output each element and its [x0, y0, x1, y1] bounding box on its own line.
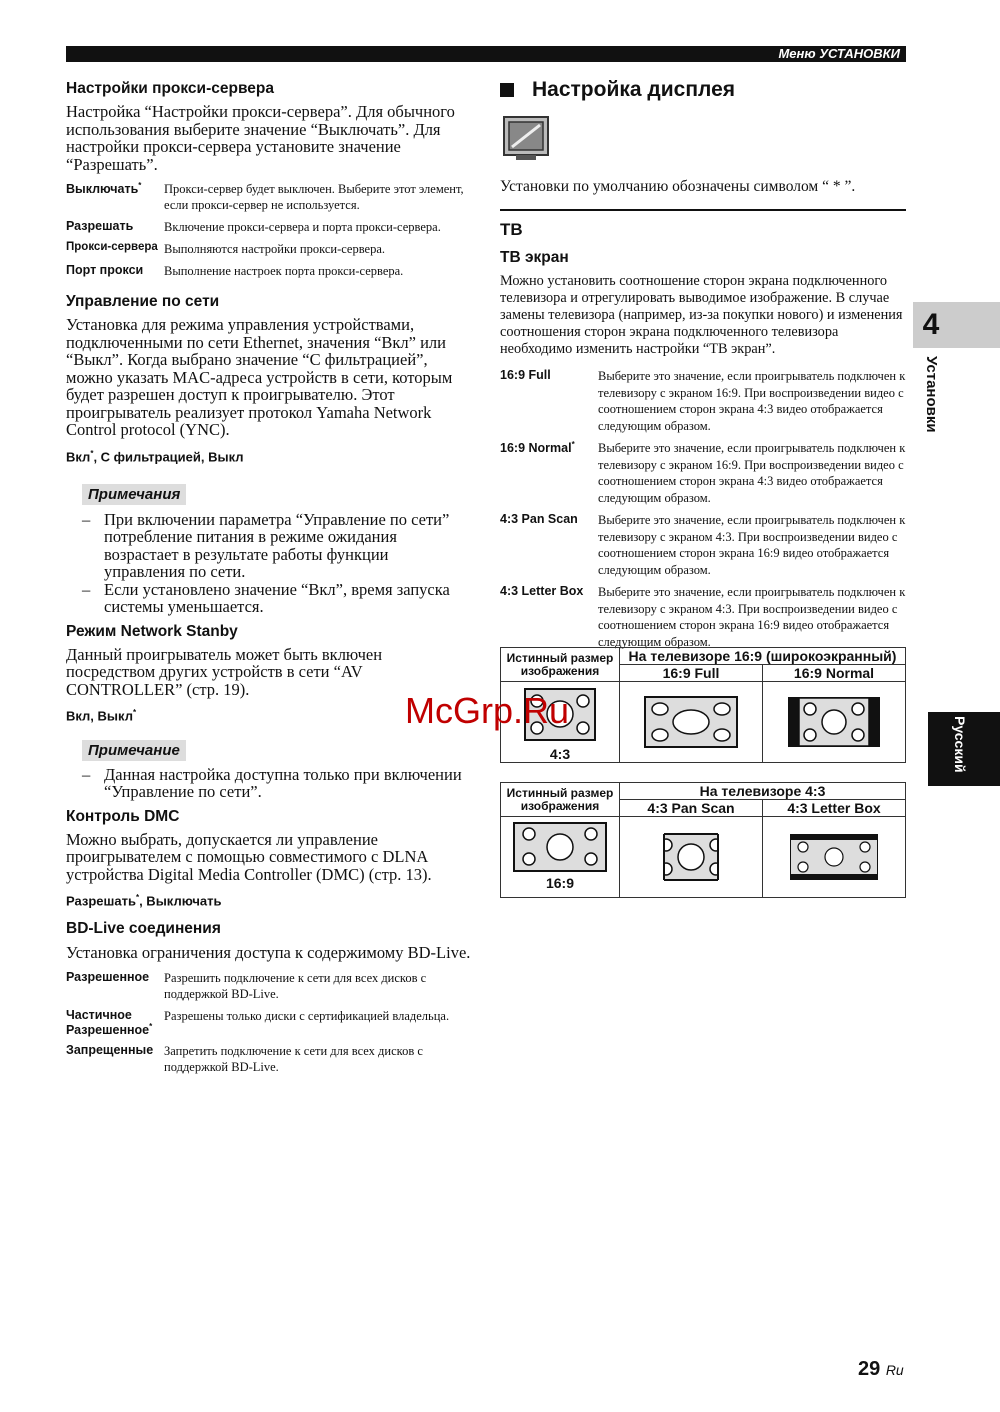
dmc-text: Можно выбрать, допускается ли управление проигрывателем с помощью совместимого с DLNA устройства Digital Media Controller (DMC) (стр. 13).	[66, 829, 432, 884]
tv-screen-title: ТВ экран	[500, 249, 569, 266]
mode-def: Выберите это значение, если проигрыватель подключен к телевизору с экраном 16:9. При воспроизведении видео с соотношением сторон экрана 4:3 видео отображается следующим образом.	[598, 369, 906, 433]
bdlive-def: Разрешены только диски с сертификацией владельца.	[164, 1008, 450, 1023]
bdlive-term: Частичное Разрешенное*	[66, 1007, 153, 1038]
chapter-label: Установки	[923, 356, 940, 433]
tv-modes	[500, 368, 906, 656]
square-bullet-icon	[500, 83, 514, 97]
mode-term: 16:9 Normal*	[500, 440, 575, 456]
bdlive-def: Запретить подключение к сети для всех дисков с поддержкой BD-Live.	[164, 1044, 423, 1075]
mode-header: 4:3 Letter Box	[763, 800, 906, 817]
letter-box-43-preview	[788, 832, 880, 882]
bdlive-term: Разрешенное	[66, 969, 150, 984]
proxy-text: Настройка “Настройки прокси-сервера”. Для обычного использования выберите значение “Выключать”. Для настройки прокси-сервера установите значение “Разрешать”.	[66, 102, 455, 174]
proxy-title: Настройки прокси-сервера	[66, 80, 274, 97]
network-text: Установка для режима управления устройствами, подключенными по сети Ethernet, значения “Вкл” или “Выкл”. Когда выбрано значение “С фильтрацией”, можно указать MAC-адреса устройств в сети, которым будет разрешен доступ к проигрывателю. Этот проигрыватель реализует протокол Yamaha Network Control protocol (YNC).	[66, 315, 453, 439]
source-label: 4:3	[549, 746, 571, 762]
preview-cell	[763, 817, 906, 898]
true-size-header: Истинный размер изображения	[501, 783, 620, 817]
proxy-def: Выполнение настроек порта прокси-сервера.	[164, 264, 404, 278]
tv-169-header: На телевизоре 16:9 (широкоэкранный)	[620, 648, 906, 665]
proxy-def: Включение прокси-сервера и порта прокси-сервера.	[164, 220, 441, 234]
mode-def: Выберите это значение, если проигрыватель подключен к телевизору с экраном 4:3. При воспроизведении видео с соотношением сторон экрана 16:9 видео отображается следующим образом.	[598, 513, 906, 577]
note-tag: Примечание	[82, 740, 186, 761]
standby-note	[82, 740, 471, 801]
standby-options: Вкл, Выкл*	[66, 708, 137, 724]
dmc-options: Разрешать*, Выключать	[66, 893, 222, 909]
mode-term: 16:9 Full	[500, 368, 551, 382]
mode-header: 16:9 Normal	[763, 665, 906, 682]
aspect-table-43	[500, 782, 906, 898]
note-item: – Если установлено значение “Вкл”, время запуска системы уменьшается.	[82, 579, 450, 617]
proxy-term: Разрешать	[66, 219, 134, 233]
note-item: – При включении параметра “Управление по сети” потребление питания в режиме ожидания возрастает в результате работы функции управления по сети.	[82, 509, 450, 582]
bdlive-options	[66, 970, 471, 1081]
bdlive-title: BD-Live соединения	[66, 920, 221, 938]
mode-term: 4:3 Pan Scan	[500, 512, 578, 526]
tv-icon	[502, 114, 550, 164]
right-column	[500, 78, 906, 649]
proxy-term: Прокси-сервера	[66, 241, 158, 253]
mode-header: 16:9 Full	[620, 665, 763, 682]
bdlive-text: Установка ограничения доступа к содержимому BD-Live.	[66, 943, 471, 963]
note-item: – Данная настройка доступна только при включении “Управление по сети”.	[82, 764, 462, 802]
dmc-title: Контроль DMC	[66, 807, 180, 825]
mode-def: Выберите это значение, если проигрыватель подключен к телевизору с экраном 16:9. При воспроизведении видео с соотношением сторон экрана 4:3 видео отображается следующим образом.	[598, 441, 906, 505]
preview-cell	[620, 682, 763, 763]
true-size-header: Истинный размер изображения	[501, 648, 620, 682]
section-label: Меню УСТАНОВКИ	[778, 46, 900, 61]
bdlive-def: Разрешить подключение к сети для всех дисков с поддержкой BD-Live.	[164, 970, 427, 1001]
standby-title: Режим Network Stanby	[66, 622, 238, 640]
mode-header: 4:3 Pan Scan	[620, 800, 763, 817]
source-label: 16:9	[545, 875, 575, 891]
display-heading	[500, 78, 906, 102]
divider	[500, 209, 906, 211]
proxy-def: Прокси-сервер будет выключен. Выберите этот элемент, если прокси-сервер не используется.	[164, 182, 464, 212]
network-options: Вкл*, С фильтрацией, Выкл	[66, 448, 244, 464]
mode-def: Выберите это значение, если проигрыватель подключен к телевизору с экраном 4:3. При воспроизведении видео с соотношением сторон экрана 16:9 видео отображается следующим образом.	[598, 585, 906, 649]
proxy-term: Порт прокси	[66, 263, 144, 277]
chapter-number: 4	[922, 308, 940, 341]
full-169-preview	[643, 695, 739, 749]
bdlive-term: Запрещенные	[66, 1043, 154, 1058]
standby-text: Данный проигрыватель может быть включен посредством других устройств в сети “AV CONTROLLER” (стр. 19).	[66, 644, 383, 699]
page-number: 29 Ru	[858, 1358, 904, 1380]
pan-scan-43-preview	[662, 832, 720, 882]
source-169-image	[512, 821, 608, 873]
proxy-options	[66, 181, 471, 285]
tv-title: ТВ	[500, 220, 523, 239]
proxy-term: Выключать*	[66, 181, 142, 197]
proxy-def: Выполняются настройки прокси-сервера.	[164, 242, 386, 256]
tv-screen-text: Можно установить соотношение сторон экрана подключенного телевизора и отрегулировать выводимое изображение. В случае замены телевизора (например, из-за покупки нового) и изменения соотношения сторон экрана подключенного телевизора необходимо изменить настройки “ТВ экран”.	[500, 273, 903, 357]
language-label: Русский	[952, 716, 968, 773]
header-bar	[66, 46, 906, 62]
network-title: Управление по сети	[66, 293, 220, 310]
preview-cell	[620, 817, 763, 898]
watermark: McGrp.Ru	[405, 690, 570, 731]
preview-cell	[763, 682, 906, 763]
mode-term: 4:3 Letter Box	[500, 584, 584, 598]
tv-43-header: На телевизоре 4:3	[620, 783, 906, 800]
language-tab	[928, 712, 1000, 786]
normal-169-preview	[786, 695, 882, 749]
network-notes	[82, 484, 471, 616]
notes-tag: Примечания	[82, 484, 186, 505]
left-column	[66, 80, 471, 1081]
display-title: Настройка дисплея	[532, 78, 735, 101]
default-note: Установки по умолчанию обозначены символом “ * ”.	[500, 178, 856, 195]
source-cell	[501, 817, 620, 898]
